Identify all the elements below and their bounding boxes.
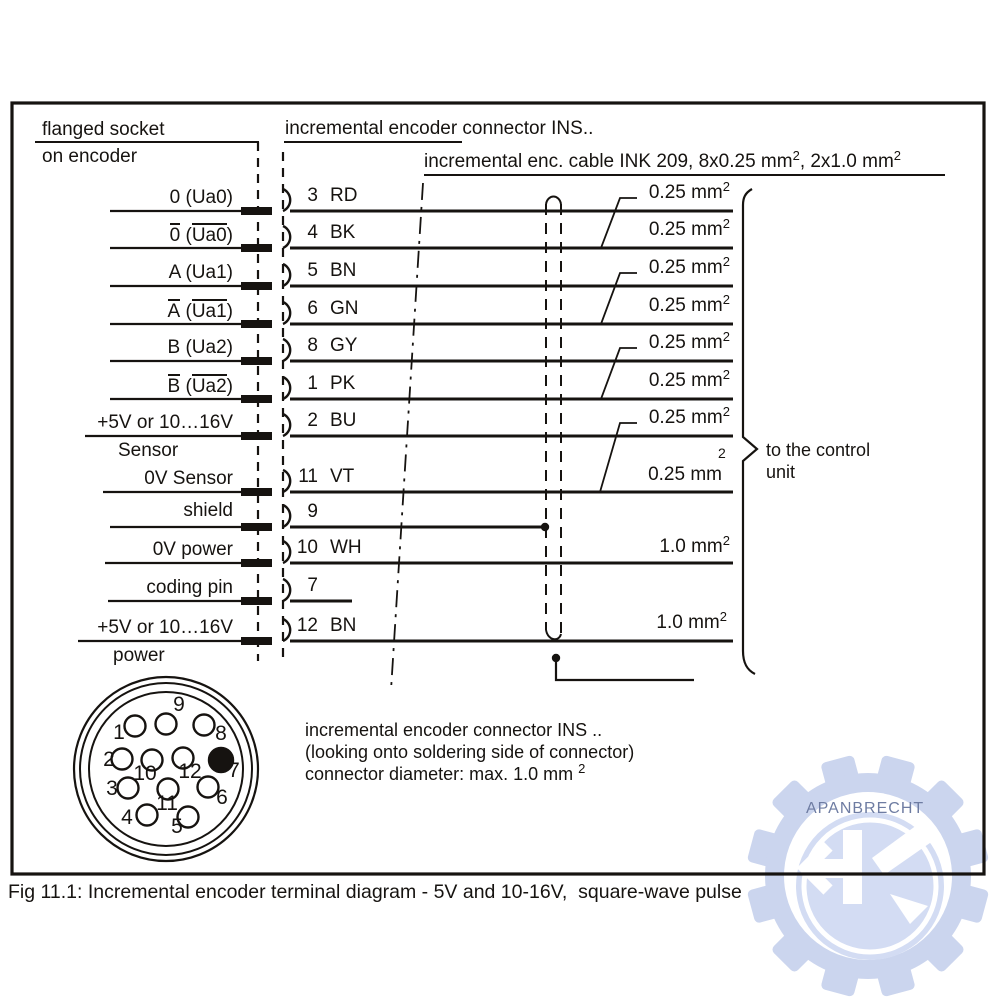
cable-shield-dashed (546, 197, 561, 640)
pinout-number: 7 (228, 759, 240, 782)
pinout-number: 11 (156, 792, 178, 815)
cable-header-sup1: 2 (792, 148, 800, 163)
wire-size-label: 0.25 mm (648, 464, 722, 485)
signal-label: 0 (Ua0) (169, 225, 233, 246)
pin-contact-bars (241, 207, 272, 645)
figure-caption: Fig 11.1: Incremental encoder terminal diagram - 5V and 10-16V, square-wave pulse (8, 881, 742, 903)
wire-size-label: 0.25 $mm^2$ (648, 179, 730, 203)
signal-label: 0 (Ua0) (169, 187, 233, 208)
pinout-number: 9 (173, 693, 185, 716)
watermark-text: APANBRECHT (806, 800, 925, 817)
wire-size-superscript-displaced: 2 (718, 445, 726, 461)
pinout-number: 3 (106, 777, 118, 800)
connector-header-underlined: incremental encoder connector (285, 118, 546, 139)
signal-label-line2: power (113, 645, 165, 666)
signal-label: B (Ua2) (167, 376, 233, 397)
signal-label: 0V Sensor (144, 468, 233, 489)
signal-label: A (Ua1) (167, 301, 233, 322)
flanged-socket-label-line2: on encoder (42, 146, 138, 167)
signal-label: coding pin (146, 577, 233, 598)
watermark-gear-logo (720, 728, 1000, 1000)
pinout-number: 12 (178, 760, 202, 783)
connector-header (285, 118, 593, 139)
pinout-number: 8 (215, 722, 227, 745)
wire-size-label: 1.0 $mm^2$ (656, 609, 727, 633)
wire-size-label: 0.25 $mm^2$ (648, 254, 730, 278)
signal-label-line2: Sensor (118, 440, 179, 461)
cable-header-part2: , 2x1.0 mm (799, 151, 894, 172)
wire-size-label: 0.25 $mm^2$ (648, 329, 730, 353)
wire-size-label: 0.25 $mm^2$ (648, 404, 730, 428)
pinout-number: 6 (216, 786, 228, 809)
cable-header-sup2: 2 (893, 148, 902, 163)
encoder-terminal-diagram-figure: flanged socket on encoder incremental encoder connector INS.. incremental enc. cable INK 209, 8x0.25 $mm^2$, 2x1.0 $mm^2$ 0 (Ua0) 0 (Ua0) A (Ua1) A (Ua1) B (Ua2) B (Ua2) +5V or 10…16V Sensor 0V Sensor shield 0V power coding pin +5V or 10…16V power 3 RD 4 BK 5 BN 6 GN 8 GY 1 PK 2 BU 11 VT 9 10 WH 7 12 BN 0.25 $mm^2$ 0.25 $mm^2$ 0.25 $mm^2$ 0.25 $mm^2$ 0.25 $mm^2$ 0.25 $mm^2$ 0.25 $mm^2$ 0.25 mm 2 1.0 $mm^2$ 1.0 $mm^2$ to the control unit 9 1 8 2 10 12 7 3 11 6 4 5 incremental encoder connector INS .. (looking onto soldering side of connector) connector diameter: max. 1.0 mm $^2$ APANBRECHT Fig 11.1: Incremental encoder terminal diagram - 5V and 10-16V, square-wave pulse (0, 0, 1000, 1000)
control-unit-brace (743, 189, 757, 674)
cable-header-part1: incremental enc. cable INK 209, 8x0.25 mm (424, 151, 793, 172)
control-unit-note-line2: unit (766, 462, 796, 482)
pinout-note (305, 719, 634, 787)
signal-label: +5V or 10…16V (97, 617, 233, 638)
flanged-socket-label-line1: flanged socket (42, 119, 165, 140)
control-unit-note-line1: to the control (766, 440, 871, 460)
signal-label: B (Ua2) (167, 337, 233, 358)
pair-leader-jogs (591, 198, 637, 492)
pinout-number: 4 (121, 806, 133, 829)
connector-header-suffix: INS.. (545, 118, 594, 139)
pinout-note-line1: incremental encoder connector INS .. (305, 720, 603, 740)
signal-label: shield (183, 500, 233, 521)
cable-header (424, 148, 902, 172)
pinout-number: 1 (113, 721, 125, 744)
pinout-note-line3: connector diameter: max. 1.0 mm $^2$ (305, 761, 586, 784)
pinout-number: 10 (133, 762, 157, 785)
wire-size-label: 0.25 $mm^2$ (648, 292, 730, 316)
wire-size-label: 0.25 $mm^2$ (648, 367, 730, 391)
signal-label: A (Ua1) (168, 262, 233, 283)
pinout-number: 2 (103, 748, 115, 771)
pinout-note-line2: (looking onto soldering side of connector) (305, 742, 635, 762)
signal-label: 0V power (152, 539, 233, 560)
pinout-number: 5 (171, 815, 183, 838)
signal-label: +5V or 10…16V (97, 412, 233, 433)
wire-size-label: 0.25 $mm^2$ (648, 216, 730, 240)
wire-size-label: 1.0 $mm^2$ (659, 533, 730, 557)
